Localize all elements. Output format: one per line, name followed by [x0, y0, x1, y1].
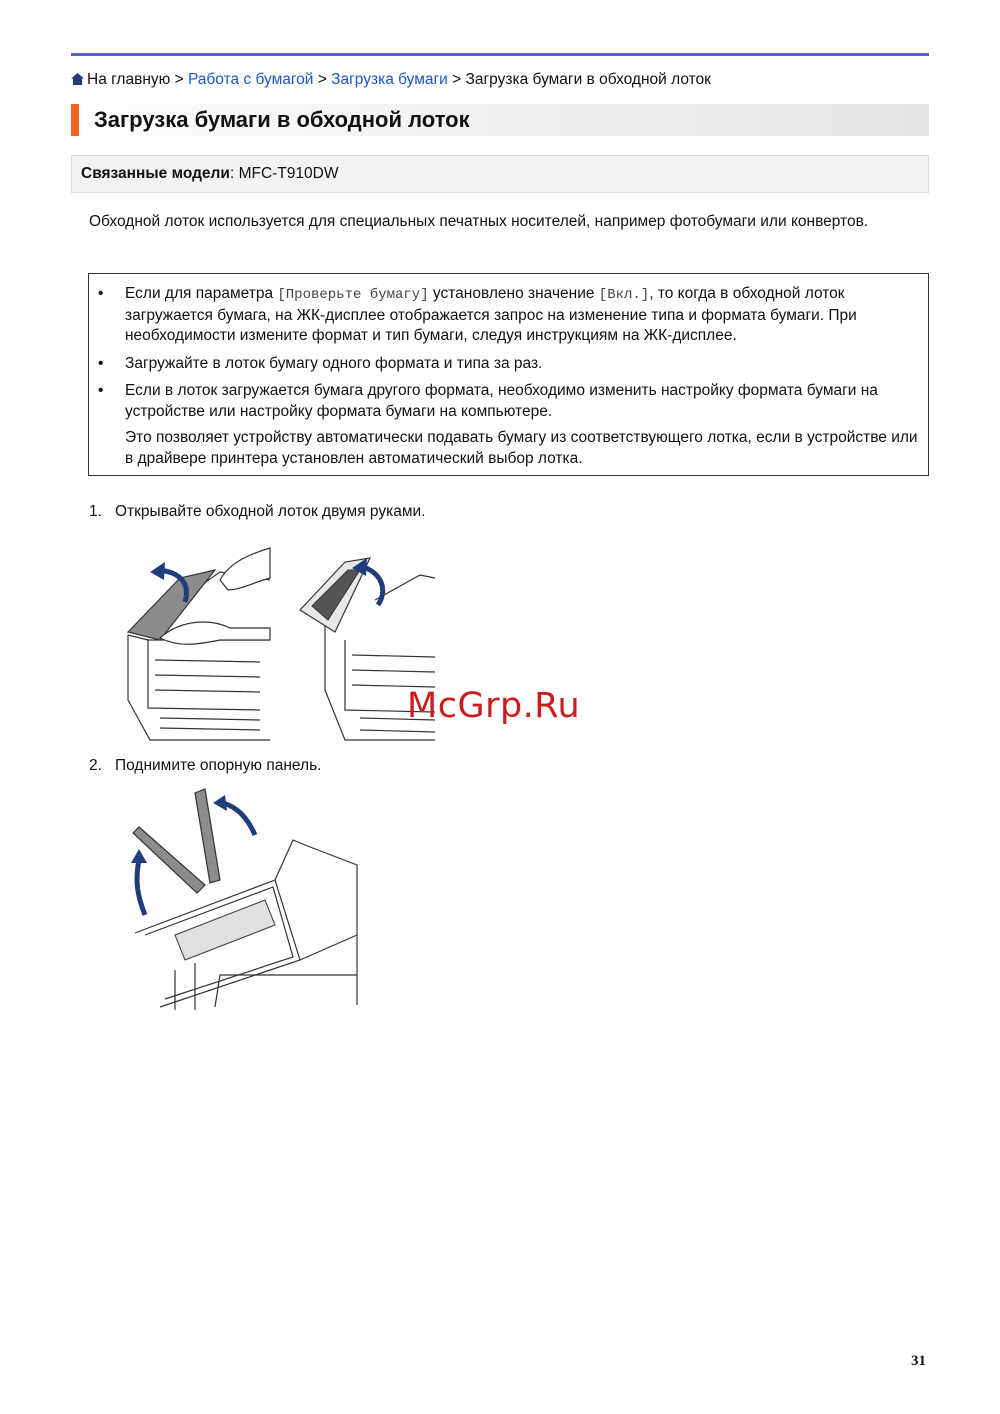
top-rule — [71, 53, 929, 56]
setting-value: [Вкл.] — [598, 287, 650, 303]
related-models-colon: : — [229, 165, 235, 182]
step-2 — [89, 757, 321, 775]
paper-support-illustration — [125, 785, 365, 1010]
note-text: Загружайте в лоток бумагу одного формата и типа за раз. — [125, 354, 543, 372]
related-models-label: Связанные модели — [81, 165, 230, 182]
watermark: McGrp.Ru — [407, 686, 581, 726]
breadcrumb-current: Загрузка бумаги в обходной лоток — [465, 71, 711, 88]
related-models-value: MFC-T910DW — [238, 165, 339, 182]
note-text: Если для параметра — [125, 285, 278, 302]
page-number: 31 — [911, 1353, 926, 1369]
related-models-box — [71, 155, 929, 193]
note-item — [89, 284, 928, 347]
step-number: 1. — [89, 503, 102, 520]
page-title: Загрузка бумаги в обходной лоток — [94, 107, 470, 132]
note-text: установлено значение — [428, 285, 599, 302]
note-text: Если в лоток загружается бумага другого формата, необходимо изменить настройку формата бумаги на устройстве или настройку формата бумаги на компьютере. — [125, 382, 878, 420]
note-text: , то когда в обходной лоток загружается бумага, на ЖК-дисплее отображается запрос на изменение типа и формата бумаги. При необходимости измените формат и тип бумаги, следуя инструкциям на ЖК-дисплее. — [125, 285, 857, 344]
breadcrumb-separator: > — [174, 71, 184, 88]
breadcrumb-separator: > — [452, 71, 462, 88]
step-number: 2. — [89, 757, 102, 774]
step-1 — [89, 503, 425, 521]
breadcrumb-separator: > — [317, 71, 327, 88]
title-accent-bar — [71, 104, 79, 136]
note-box — [88, 273, 929, 476]
bullet: • — [98, 382, 104, 399]
title-bar — [71, 104, 929, 136]
open-tray-illustration — [120, 540, 440, 745]
bullet: • — [98, 354, 104, 372]
breadcrumb-link-load-paper[interactable]: Загрузка бумаги — [331, 71, 448, 88]
bullet: • — [98, 285, 104, 302]
note-item — [89, 354, 928, 375]
step-text: Открывайте обходной лоток двумя руками. — [115, 503, 426, 520]
intro-paragraph: Обходной лоток используется для специальных печатных носителей, например фотобумаги или конвертов. — [89, 213, 869, 230]
setting-name: [Проверьте бумагу] — [277, 287, 429, 303]
step-text: Поднимите опорную панель. — [115, 757, 322, 774]
breadcrumb-link-paper-handling[interactable]: Работа с бумагой — [187, 71, 314, 88]
note-item — [89, 381, 928, 469]
breadcrumb — [71, 71, 711, 89]
note-subparagraph: Это позволяет устройству автоматически подавать бумагу из соответствующего лотка, если в устройстве или в драйвере принтера установлен автоматический выбор лотка. — [125, 429, 918, 467]
home-icon[interactable] — [71, 73, 84, 85]
breadcrumb-home-link[interactable]: На главную — [87, 71, 171, 88]
